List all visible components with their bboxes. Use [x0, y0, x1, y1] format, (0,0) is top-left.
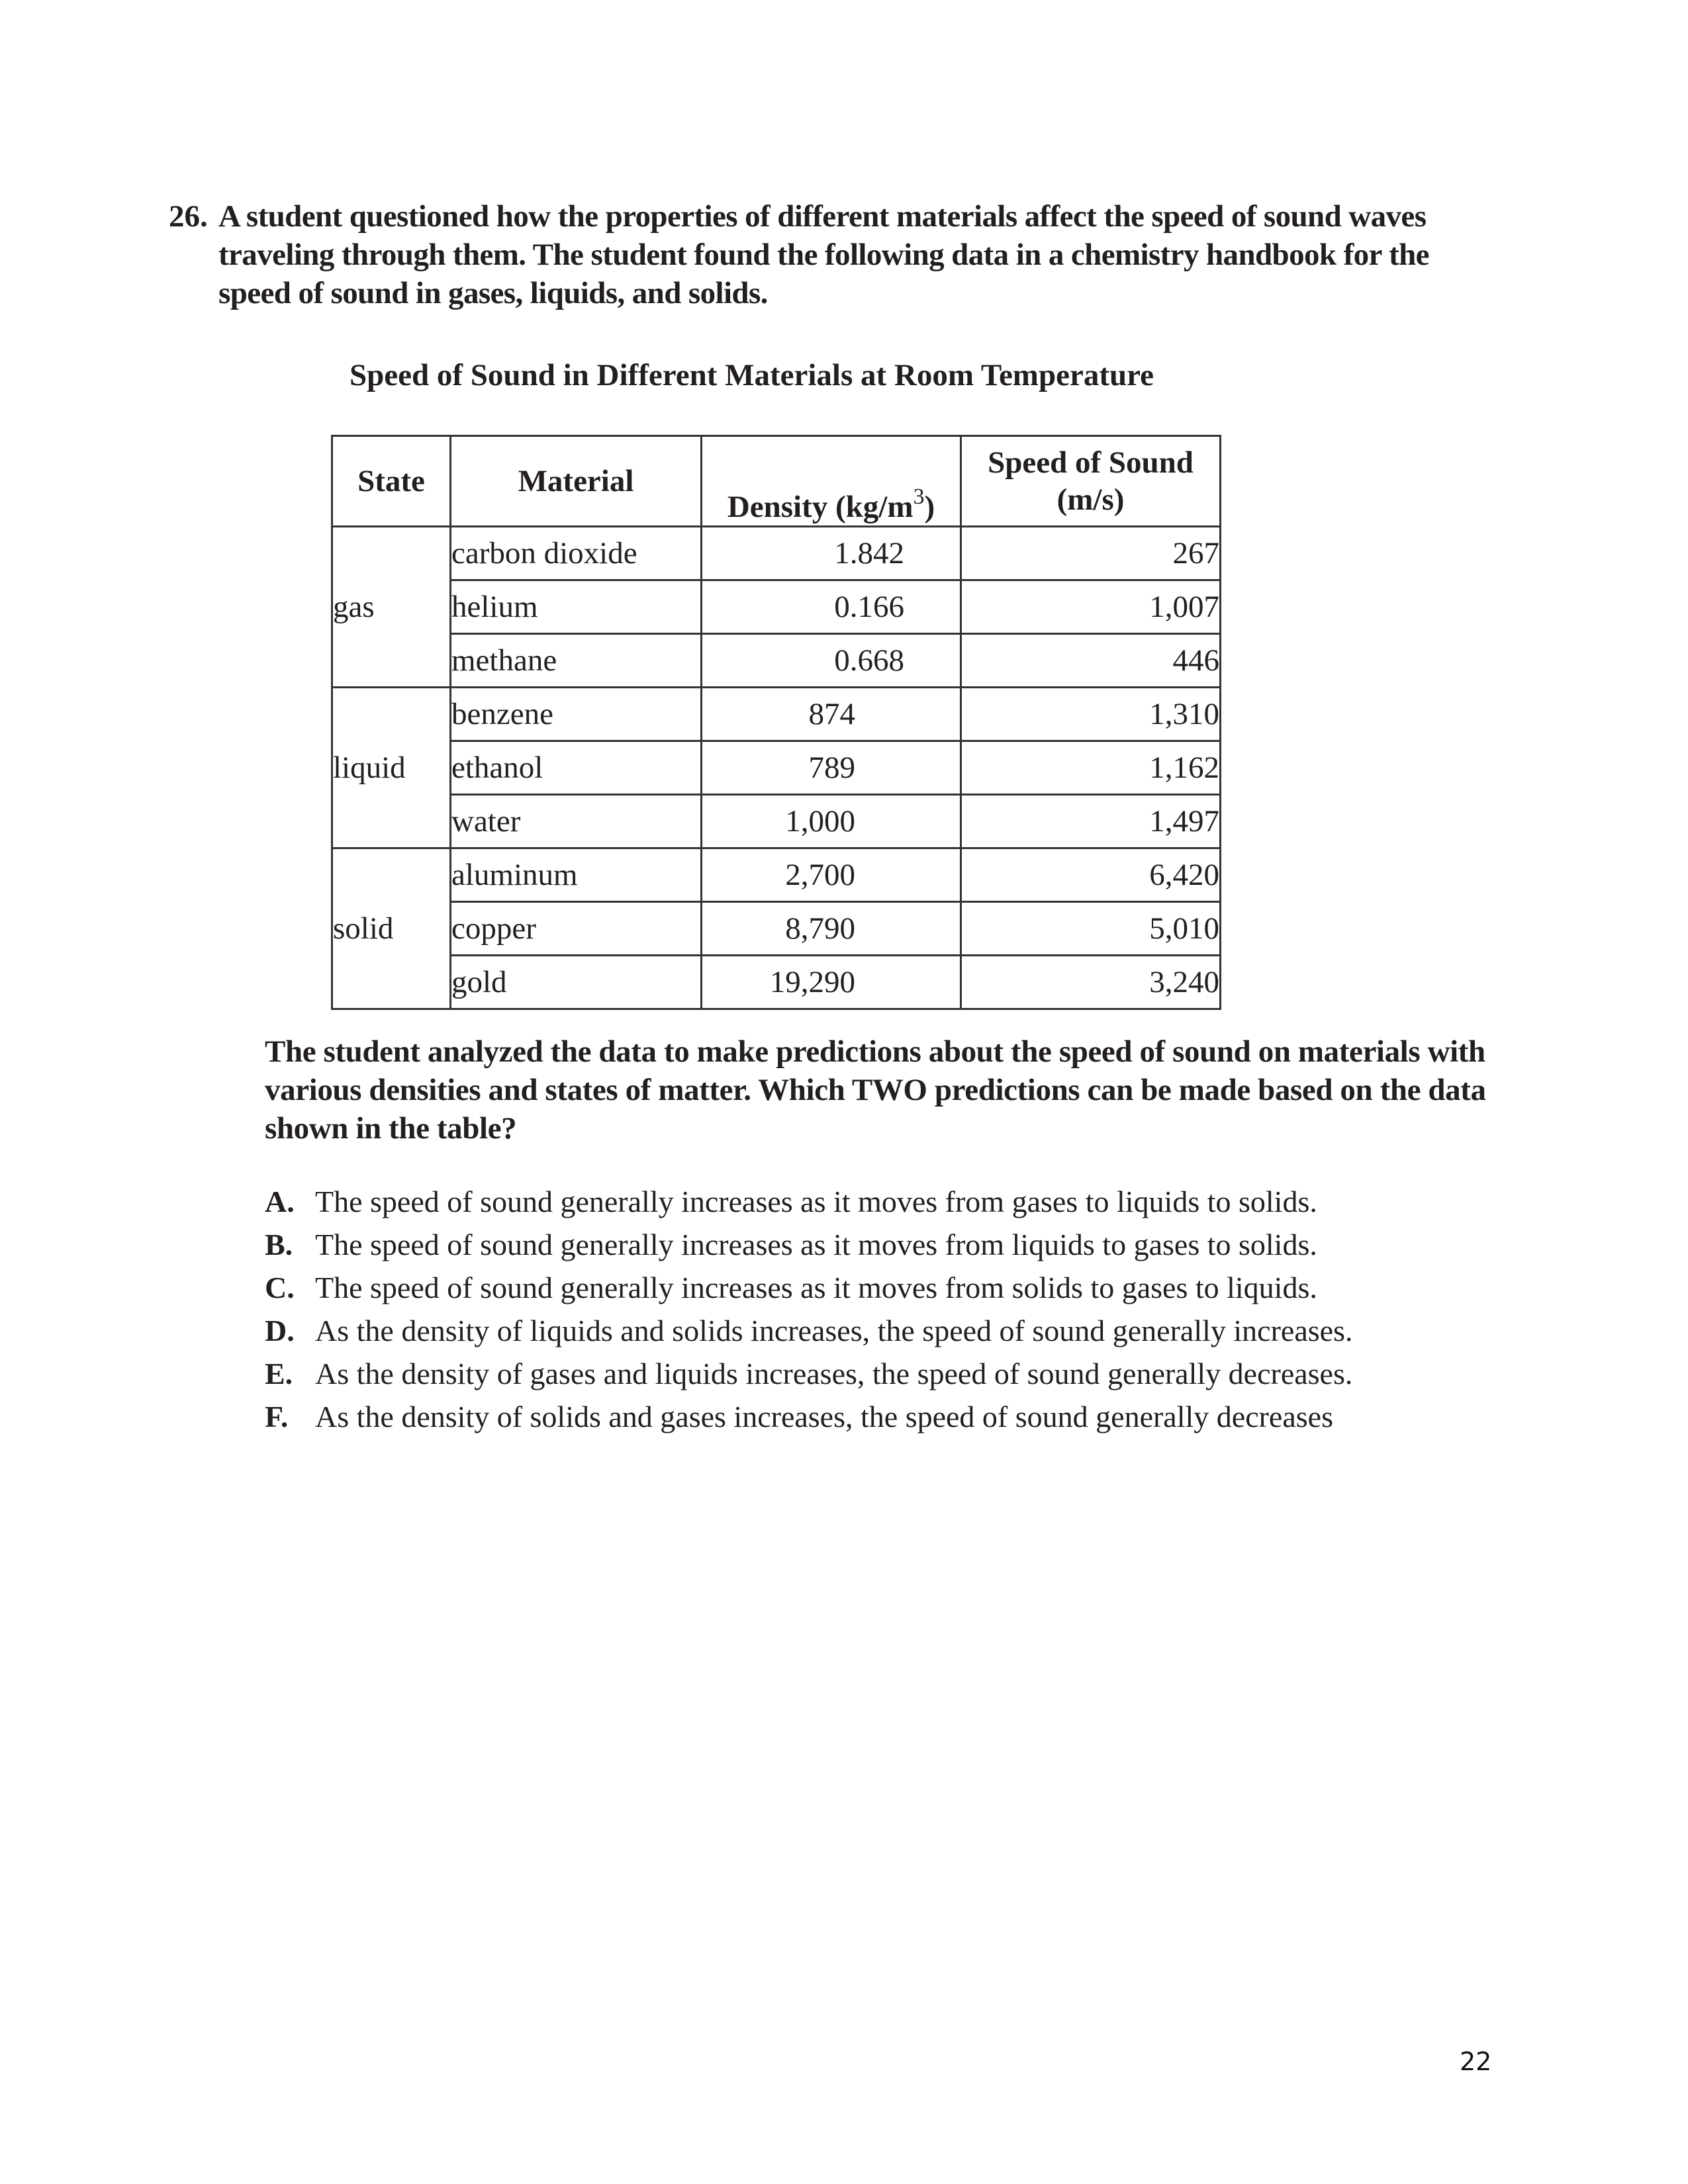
choice-letter: E. — [265, 1357, 293, 1390]
table-row — [332, 527, 1221, 580]
choice-e[interactable] — [265, 1352, 1523, 1395]
choice-text: The speed of sound generally increases as it moves from liquids to gases to solids. — [315, 1228, 1317, 1261]
material-cell: water — [451, 795, 702, 848]
speed-cell: 267 — [961, 527, 1221, 580]
question-text: A student questioned how the properties of different materials affect the speed of sound waves traveling through them. The student found the following data in a chemistry handbook for the speed of sound in gases, liquids, and solids. — [218, 199, 1429, 310]
choice-letter: A. — [265, 1185, 295, 1218]
table-row — [332, 795, 1221, 848]
table-row — [332, 741, 1221, 795]
density-cell: 19,290 — [702, 956, 961, 1009]
speed-cell: 1,497 — [961, 795, 1221, 848]
table-header-row — [332, 436, 1221, 527]
density-cell: 789 — [702, 741, 961, 795]
material-cell: ethanol — [451, 741, 702, 795]
header-speed: Speed of Sound (m/s) — [961, 436, 1221, 527]
density-cell: 2,700 — [702, 848, 961, 902]
table-row — [332, 580, 1221, 634]
speed-cell: 5,010 — [961, 902, 1221, 956]
density-cell: 1,000 — [702, 795, 961, 848]
table-title: Speed of Sound in Different Materials at Room Temperature — [350, 358, 1154, 392]
choice-b[interactable] — [265, 1223, 1523, 1266]
material-cell: helium — [451, 580, 702, 634]
choice-letter: C. — [265, 1271, 295, 1304]
density-cell: 8,790 — [702, 902, 961, 956]
state-cell: solid — [332, 848, 451, 1009]
header-state: State — [332, 436, 451, 527]
material-cell: aluminum — [451, 848, 702, 902]
state-cell: liquid — [332, 688, 451, 848]
choice-text: As the density of solids and gases increases, the speed of sound generally decreases — [315, 1400, 1333, 1433]
speed-cell: 3,240 — [961, 956, 1221, 1009]
choice-c[interactable] — [265, 1266, 1523, 1309]
choice-text: The speed of sound generally increases as it moves from gases to liquids to solids. — [315, 1185, 1317, 1218]
table-row — [332, 956, 1221, 1009]
speed-cell: 1,007 — [961, 580, 1221, 634]
choice-letter: F. — [265, 1400, 289, 1433]
question-stem — [169, 197, 1493, 312]
state-cell: gas — [332, 527, 451, 688]
material-cell: gold — [451, 956, 702, 1009]
header-density: Density $(kg/m^3)$ — [702, 436, 961, 527]
page-number: 22 — [1460, 2047, 1492, 2076]
header-material: Material — [451, 436, 702, 527]
choice-text: As the density of liquids and solids increases, the speed of sound generally increases. — [315, 1314, 1353, 1347]
choice-f[interactable] — [265, 1395, 1523, 1438]
material-cell: copper — [451, 902, 702, 956]
material-cell: benzene — [451, 688, 702, 741]
table-row — [332, 902, 1221, 956]
choice-letter: B. — [265, 1228, 293, 1261]
question-prompt: The student analyzed the data to make predictions about the speed of sound on materials with various densities and states of matter. Which TWO predictions can be made based on the data shown in the table? — [265, 1034, 1486, 1146]
choice-a[interactable] — [265, 1180, 1523, 1223]
speed-cell: 1,162 — [961, 741, 1221, 795]
answer-choices — [265, 1180, 1523, 1438]
speed-of-sound-table — [331, 435, 1221, 1010]
material-cell: methane — [451, 634, 702, 688]
table-row — [332, 634, 1221, 688]
choice-letter: D. — [265, 1314, 295, 1347]
table-row — [332, 848, 1221, 902]
table-row — [332, 688, 1221, 741]
speed-cell: 1,310 — [961, 688, 1221, 741]
density-cell: 1.842 — [702, 527, 961, 580]
density-cell: 0.166 — [702, 580, 961, 634]
speed-cell: 6,420 — [961, 848, 1221, 902]
choice-d[interactable] — [265, 1309, 1523, 1352]
density-cell: 0.668 — [702, 634, 961, 688]
choice-text: As the density of gases and liquids increases, the speed of sound generally decreases. — [315, 1357, 1353, 1390]
speed-cell: 446 — [961, 634, 1221, 688]
choice-text: The speed of sound generally increases as it moves from solids to gases to liquids. — [315, 1271, 1317, 1304]
density-cell: 874 — [702, 688, 961, 741]
question-number: 26. — [169, 199, 208, 234]
material-cell: carbon dioxide — [451, 527, 702, 580]
